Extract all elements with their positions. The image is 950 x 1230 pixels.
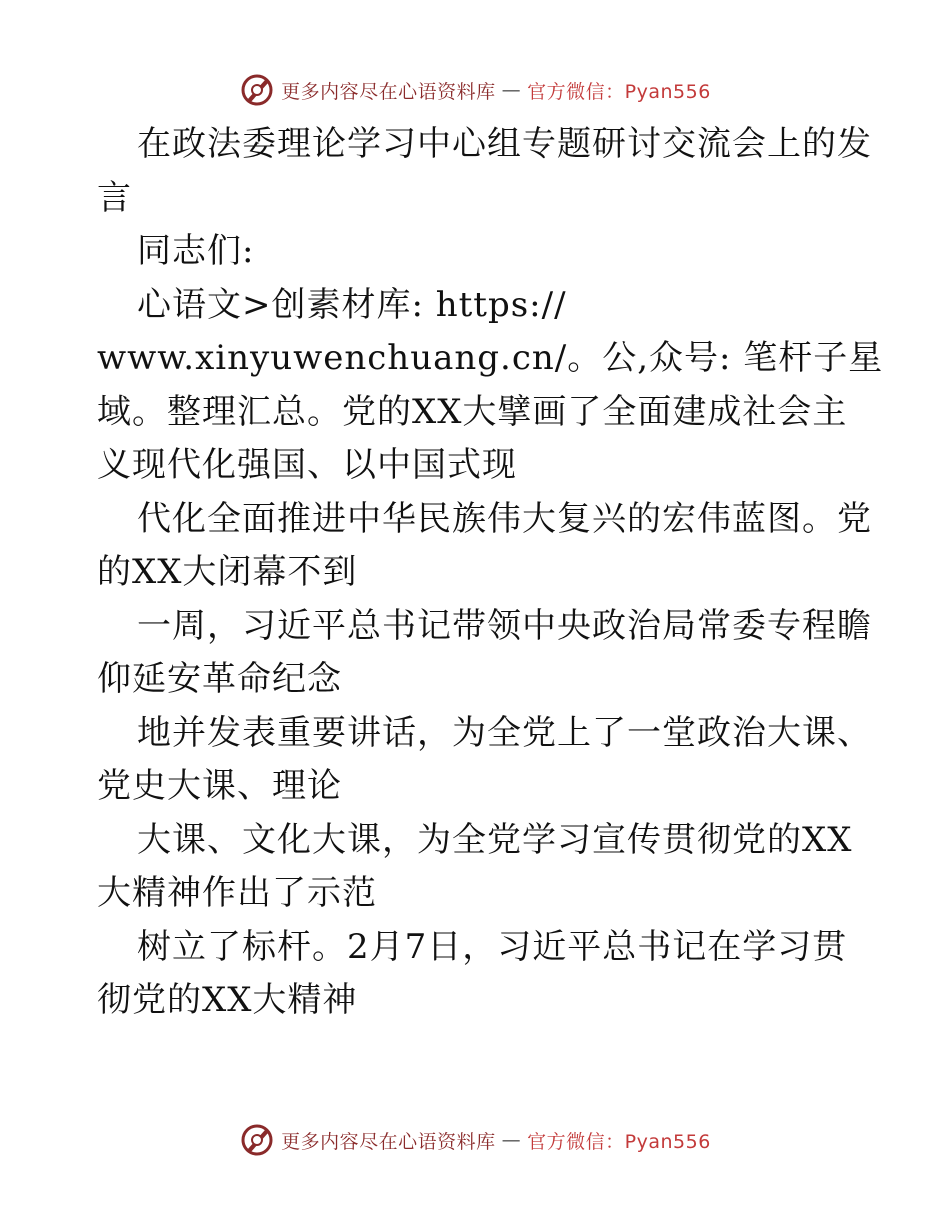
pen-logo-icon — [239, 72, 275, 108]
document-line: 同志们: — [137, 231, 255, 271]
banner-separator: — — [501, 79, 522, 101]
document-body — [97, 118, 884, 1028]
pen-logo-icon — [239, 1122, 275, 1158]
document-line: 在政法委理论学习中心组专题研讨交流会上的发 — [137, 124, 872, 164]
document-line: 地并发表重要讲话，为全党上了一堂政治大课、 — [137, 712, 872, 753]
banner-main-text: 更多内容尽在心语资料库 — [281, 80, 496, 103]
document-line: 一周，习近平总书记带领中央政治局常委专程瞻 — [137, 605, 872, 646]
banner-separator: — — [501, 1129, 522, 1151]
document-line: 义现代化强国、以中国式现 — [97, 445, 517, 485]
document-line: 党史大课、理论 — [97, 766, 342, 806]
banner-wechat-text: 官方微信：Pyan556 — [527, 1130, 711, 1153]
footer-watermark-banner — [0, 1122, 950, 1158]
document-line: www.xinyuwenchuang.cn/。公,众号: 笔杆子星 — [97, 338, 884, 378]
document-line: 心语文>创素材库: https:// — [137, 284, 567, 325]
banner-main-text: 更多内容尽在心语资料库 — [281, 1130, 496, 1153]
document-line: 彻党的XX大精神 — [97, 980, 358, 1020]
document-line: 大课、文化大课，为全党学习宣传贯彻党的XX — [137, 819, 853, 860]
document-line: 域。整理汇总。党的XX大擘画了全面建成社会主 — [97, 391, 848, 432]
document-line: 的XX大闭幕不到 — [97, 552, 358, 592]
document-line: 大精神作出了示范 — [97, 873, 377, 913]
document-line: 树立了标杆。2月7日，习近平总书记在学习贯 — [137, 926, 848, 967]
banner-wechat-text: 官方微信：Pyan556 — [527, 80, 711, 103]
document-line: 仰延安革命纪念 — [97, 659, 342, 699]
document-line: 代化全面推进中华民族伟大复兴的宏伟蓝图。党 — [137, 498, 872, 539]
header-watermark-banner — [0, 72, 950, 108]
document-line: 言 — [97, 177, 132, 218]
